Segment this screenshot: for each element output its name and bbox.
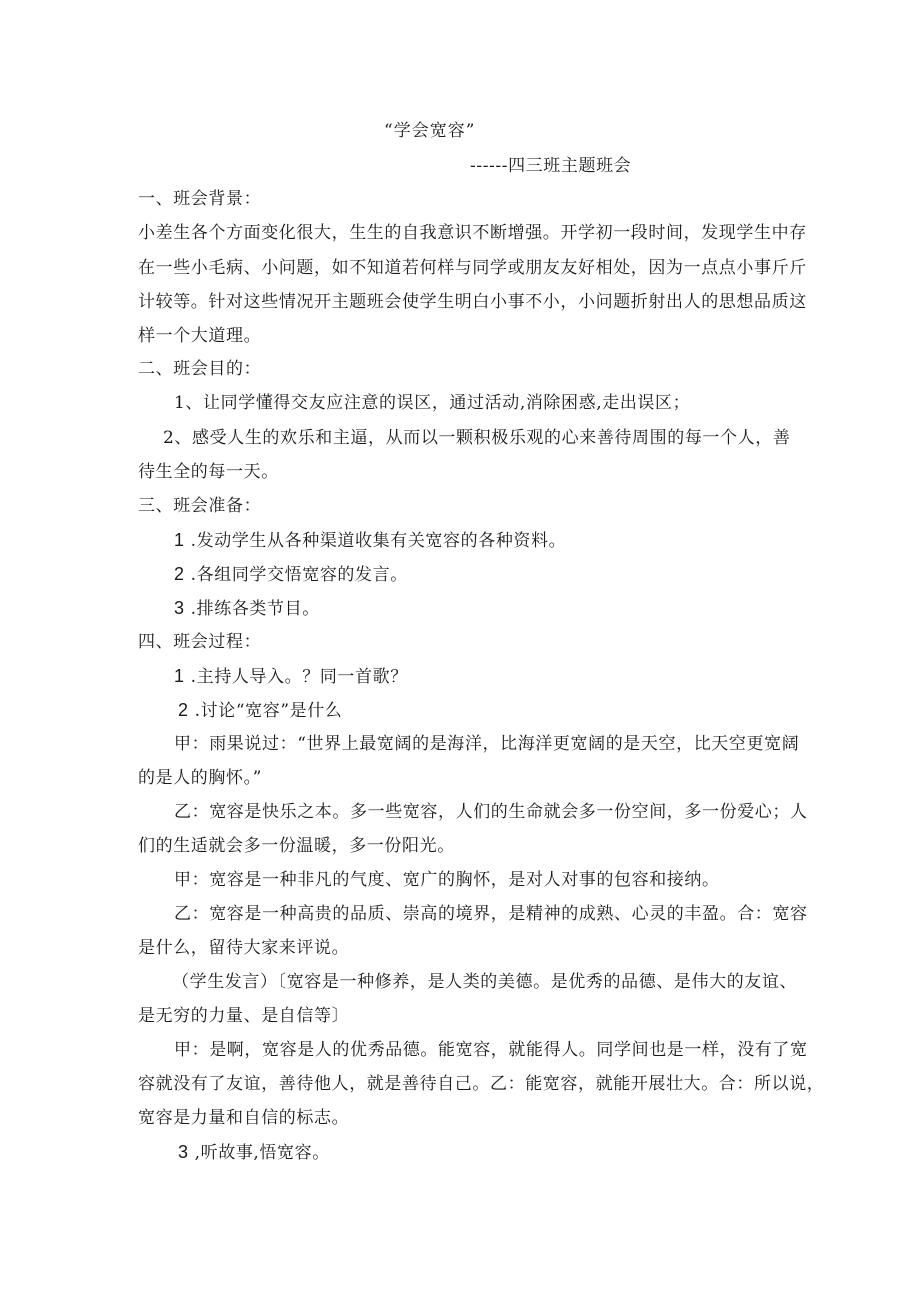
list-number: 2 bbox=[178, 700, 189, 720]
paragraph-line: 待生全的每一天。 bbox=[138, 462, 279, 482]
paragraph-line: 甲：宽容是一种非凡的气度、宽广的胸怀，是对人对事的包容和接纳。 bbox=[174, 870, 720, 890]
paragraph-line: （学生发言）〔宽容是一种修养，是人类的美德。是优秀的品德、是伟大的友谊、 bbox=[172, 972, 798, 992]
list-number: 1 bbox=[174, 530, 185, 550]
list-item bbox=[178, 1141, 330, 1164]
list-number: 3 bbox=[174, 598, 185, 618]
doc-subtitle: ------四三班主题班会 bbox=[470, 156, 632, 176]
paragraph-line: 乙：宽容是快乐之本。多一些宽容，人们的生命就会多一份空间，多一份爱心；人 bbox=[174, 802, 808, 822]
list-text: .讨论“宽容”是什么 bbox=[194, 701, 343, 721]
section-heading-process: 四、班会过程： bbox=[138, 632, 262, 652]
list-number: 3 bbox=[178, 1142, 189, 1162]
paragraph-line: 容就没有了友谊，善待他人，就是善待自己。乙：能宽容，就能开展壮大。合：所以说， bbox=[138, 1074, 825, 1094]
list-item: 1、让同学懂得交友应注意的误区，通过活动,消除困惑,走出误区； bbox=[174, 393, 691, 413]
list-text: .各组同学交悟宽容的发言。 bbox=[190, 565, 408, 585]
paragraph-line: 甲：雨果说过：“世界上最宽阔的是海洋，比海洋更宽阔的是天空，比天空更宽阔 bbox=[174, 734, 800, 754]
paragraph-line: 是无穷的力量、是自信等〕 bbox=[138, 1006, 350, 1026]
list-item: 2、感受人生的欢乐和主逼，从而以一颗积极乐观的心来善待周围的每一个人，善 bbox=[163, 428, 791, 448]
paragraph-line: 们的生适就会多一份温暖，多一份阳光。 bbox=[138, 836, 455, 856]
paragraph-line: 是什么，留待大家来评说。 bbox=[138, 938, 350, 958]
list-text: .发动学生从各种渠道收集有关宽容的各种资料。 bbox=[190, 531, 567, 551]
section-heading-purpose: 二、班会目的： bbox=[138, 359, 262, 379]
list-item bbox=[174, 665, 408, 688]
paragraph-line: 乙：宽容是一种高贵的品质、崇高的境界，是精神的成熟、心灵的丰盈。合：宽容 bbox=[174, 904, 808, 924]
list-item bbox=[174, 597, 320, 620]
paragraph-line: 计较等。针对这些情况开主题班会使学生明白小事不小，小问题折射出人的思想品质这 bbox=[138, 292, 807, 312]
paragraph-line: 甲：是啊，宽容是人的优秀品德。能宽容，就能得人。同学间也是一样，没有了宽 bbox=[174, 1040, 808, 1060]
list-number: 1 bbox=[174, 666, 185, 686]
list-number: 2 bbox=[174, 564, 185, 584]
list-item bbox=[174, 529, 566, 552]
list-text: .主持人导入。？同一首歌？ bbox=[190, 667, 408, 687]
paragraph-line: 样一个大道理。 bbox=[138, 326, 262, 346]
list-item bbox=[174, 563, 408, 586]
list-item bbox=[178, 699, 342, 722]
list-text: ,听故事,悟宽容。 bbox=[194, 1143, 330, 1163]
paragraph-line: 的是人的胸怀。” bbox=[138, 768, 262, 788]
section-heading-background: 一、班会背景： bbox=[138, 189, 262, 209]
doc-title: “学会宽容” bbox=[384, 121, 476, 141]
paragraph-line: 在一些小毛病、小问题，如不知道若何样与同学或朋友友好相处，因为一点点小事斤斤 bbox=[138, 258, 807, 278]
paragraph-line: 小差生各个方面变化很大，生生的自我意识不断增强。开学初一段时间，发现学生中存 bbox=[138, 223, 807, 243]
section-heading-preparation: 三、班会准备： bbox=[138, 496, 262, 516]
paragraph-line: 宽容是力量和自信的标志。 bbox=[138, 1108, 350, 1128]
list-text: .排练各类节目。 bbox=[190, 599, 320, 619]
